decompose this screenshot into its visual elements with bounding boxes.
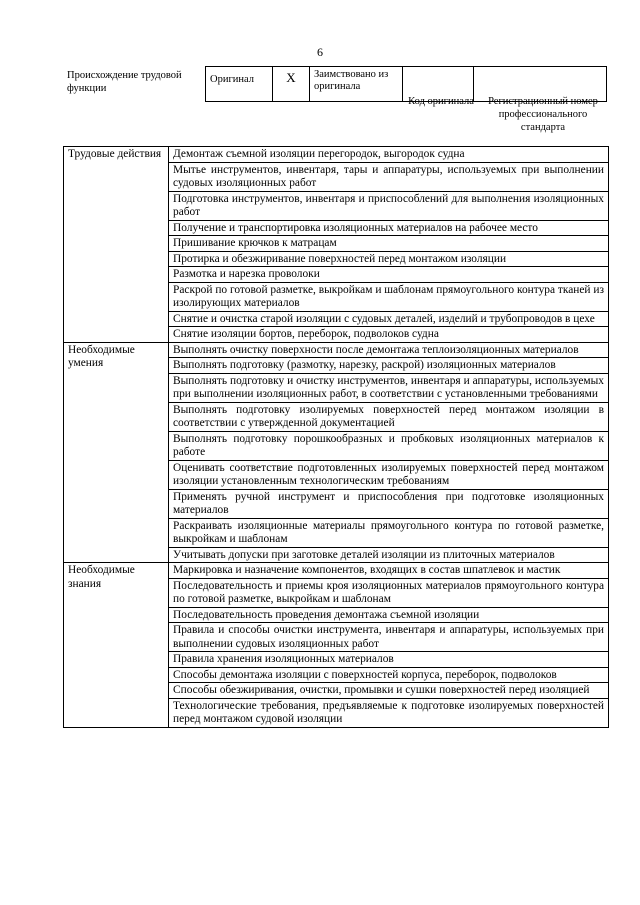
section-item: Последовательность и приемы кроя изоляционных материалов прямоугольного контура по готовой разметке, выкройкам и шаблонам bbox=[169, 578, 609, 607]
section-category: Необходимые знания bbox=[64, 563, 169, 728]
section-item: Получение и транспортировка изоляционных материалов на рабочее место bbox=[169, 220, 609, 236]
origin-label: Происхождение трудовой функции bbox=[67, 70, 182, 94]
section-item: Применять ручной инструмент и приспособления при подготовке изоляционных материалов bbox=[169, 489, 609, 518]
table-row bbox=[64, 342, 609, 358]
section-item: Технологические требования, предъявляемые к подготовке изолируемых поверхностей перед монтажом судовой изоляции bbox=[169, 698, 609, 727]
section-item: Протирка и обезжиривание поверхностей перед монтажом изоляции bbox=[169, 251, 609, 267]
table-row bbox=[64, 563, 609, 579]
section-category: Трудовые действия bbox=[64, 147, 169, 343]
table-row bbox=[64, 147, 609, 163]
section-item: Снятие изоляции бортов, переборок, подволоков судна bbox=[169, 327, 609, 343]
page-number: 6 bbox=[317, 45, 323, 59]
section-item: Выполнять подготовку и очистку инструментов, инвентаря и аппаратуры, используемых при выполнении изоляционных работ, в соответствии с установленными требованиями bbox=[169, 373, 609, 402]
section-item: Учитывать допуски при заготовке деталей изоляции из плиточных материалов bbox=[169, 547, 609, 563]
section-item: Раскраивать изоляционные материалы прямоугольного контура по готовой разметке, выкройкам и шаблонам bbox=[169, 518, 609, 547]
code-caption: Код оригинала bbox=[408, 96, 474, 107]
original-label: Оригинал bbox=[206, 67, 273, 102]
section-item: Способы демонтажа изоляции с поверхностей корпуса, переборок, подволоков bbox=[169, 667, 609, 683]
function-table bbox=[63, 146, 609, 728]
section-item: Оценивать соответствие подготовленных изолируемых поверхностей перед монтажом изоляции установленным технологическим требованиям bbox=[169, 460, 609, 489]
borrowed-label: Заимствовано из оригинала bbox=[310, 67, 403, 102]
section-item: Способы обезжиривания, очистки, промывки и сушки поверхностей перед изоляцией bbox=[169, 683, 609, 699]
section-item: Правила и способы очистки инструмента, инвентаря и аппаратуры, используемых при выполнении судовых изоляционных работ bbox=[169, 623, 609, 652]
section-item: Выполнять подготовку (размотку, нарезку, раскрой) изоляционных материалов bbox=[169, 358, 609, 374]
section-item: Мытье инструментов, инвентаря, тары и аппаратуры, используемых при выполнении судовых изоляционных работ bbox=[169, 162, 609, 191]
section-item: Правила хранения изоляционных материалов bbox=[169, 652, 609, 668]
section-item: Выполнять подготовку изолируемых поверхностей перед монтажом изоляции в соответствии с утвержденной документацией bbox=[169, 402, 609, 431]
section-category: Необходимые умения bbox=[64, 342, 169, 563]
section-item: Подготовка инструментов, инвентаря и приспособлений для выполнения изоляционных работ bbox=[169, 191, 609, 220]
section-item: Выполнять очистку поверхности после демонтажа теплоизоляционных материалов bbox=[169, 342, 609, 358]
section-item: Раскрой по готовой разметке, выкройкам и шаблонам прямоугольного контура тканей из изолирующих материалов bbox=[169, 282, 609, 311]
section-item: Выполнять подготовку порошкообразных и пробковых изоляционных материалов к работе bbox=[169, 431, 609, 460]
original-mark: X bbox=[273, 67, 310, 102]
section-item: Демонтаж съемной изоляции перегородок, выгородок судна bbox=[169, 147, 609, 163]
section-item: Пришивание крючков к матрацам bbox=[169, 236, 609, 252]
reg-number-caption: Регистрационный номер профессионального стандарта bbox=[488, 96, 598, 133]
section-item: Снятие и очистка старой изоляции с судовых деталей, изделий и трубопроводов в цехе bbox=[169, 311, 609, 327]
section-item: Последовательность проведения демонтажа съемной изоляции bbox=[169, 607, 609, 623]
section-item: Маркировка и назначение компонентов, входящих в состав шпатлевок и мастик bbox=[169, 563, 609, 579]
section-item: Размотка и нарезка проволоки bbox=[169, 267, 609, 283]
